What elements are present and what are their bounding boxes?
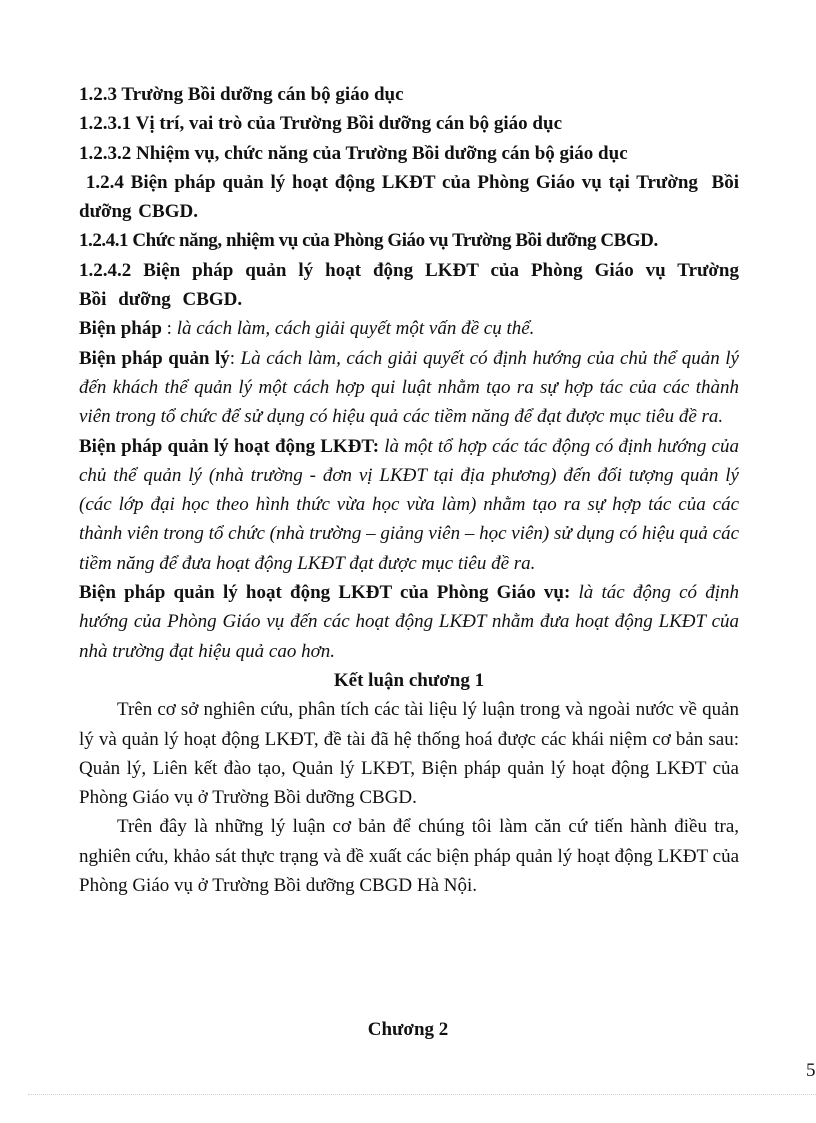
definition-text: là cách làm, cách giải quyết một vấn đề cụ thể. [176, 318, 535, 340]
definition-term: Biện pháp quản lý [79, 347, 230, 369]
definition-separator: : [161, 318, 177, 340]
chapter-title: Chương 2 [367, 1019, 449, 1040]
document-body [79, 80, 746, 900]
heading-1-2-3: 1.2.3 Trường Bồi dưỡng cán bộ giáo dục [79, 84, 404, 105]
page-bottom-divider [28, 1094, 816, 1095]
definition-text: là tác động có định hướng của Phòng Giáo vụ đến các hoạt động LKĐT nhằm đưa hoạt động LKĐT của nhà trường đạt hiệu quả cao hơn. [79, 582, 740, 662]
heading-1-2-4: 1.2.4 Biện pháp quản lý hoạt động LKĐT của Phòng Giáo vụ tại Trường Bồi dưỡng CBGD. [79, 171, 746, 223]
heading-1-2-4-2: 1.2.4.2 Biện pháp quản lý hoạt động LKĐT của Phòng Giáo vụ Trường Bồi dưỡng CBGD. [79, 259, 739, 311]
definition-term: Biện pháp quản lý hoạt động LKĐT của Phòng Giáo vụ: [79, 582, 571, 604]
heading-1-2-4-1: 1.2.4.1 Chức năng, nhiệm vụ của Phòng Giáo vụ Trường Bồi dưỡng CBGD. [79, 230, 658, 252]
heading-1-2-3-2: 1.2.3.2 Nhiệm vụ, chức năng của Trường Bồi dưỡng cán bộ giáo dục [79, 142, 628, 164]
definition-text: là một tổ hợp các tác động có định hướng của chủ thể quản lý (nhà trường - đơn vị LKĐT tại địa phương) đến đối tượng quản lý (các lớp đại học theo hình thức vừa học vừa làm) nhằm tạo ra sự hợp tác của các thành viên trong tổ chức (nhà trường – giảng viên – học viên) sử dụng có hiệu quả các tiềm năng để đưa hoạt động LKĐT đạt được mục tiêu đề ra. [79, 435, 739, 574]
definition-bien-phap-lkdt [79, 432, 739, 578]
definition-term: Biện pháp [79, 318, 162, 340]
conclusion-title: Kết luận chương 1 [333, 669, 485, 691]
conclusion-paragraph-2: Trên đây là những lý luận cơ bản để chúng tôi làm căn cứ tiến hành điều tra, nghiên cứu, khảo sát thực trạng và đề xuất các biện pháp quản lý hoạt động LKĐT của Phòng Giáo vụ ở Trường Bồi dưỡng CBGD Hà Nội. [79, 816, 739, 897]
definition-separator: : [229, 347, 241, 369]
definition-text: Là cách làm, cách giải quyết có định hướng của chủ thể quản lý đến khách thể quản lý một cách hợp qui luật nhằm tạo ra sự hợp tác của các thành viên trong tổ chức để sử dụng có hiệu quả các tiềm năng để đạt được mục tiêu đề ra. [79, 347, 739, 428]
page-number: 5 [806, 1060, 816, 1081]
conclusion-paragraph-1: Trên cơ sở nghiên cứu, phân tích các tài liệu lý luận trong và ngoài nước về quản lý và quản lý hoạt động LKĐT, đề tài đã hệ thống hoá được các khái niệm cơ bản sau: Quản lý, Liên kết đào tạo, Quản lý LKĐT, Biện pháp quản lý hoạt động LKĐT của Phòng Giáo vụ ở Trường Bồi dưỡng CBGD. [79, 699, 739, 809]
definition-term: Biện pháp quản lý hoạt động LKĐT: [79, 435, 380, 457]
definition-bien-phap-phong-giao-vu [79, 578, 739, 666]
definition-separator [570, 582, 578, 603]
heading-1-2-3-1: 1.2.3.1 Vị trí, vai trò của Trường Bồi dưỡng cán bộ giáo dục [79, 113, 562, 135]
definition-bien-phap-quan-ly [79, 344, 739, 432]
definition-bien-phap [79, 314, 739, 343]
